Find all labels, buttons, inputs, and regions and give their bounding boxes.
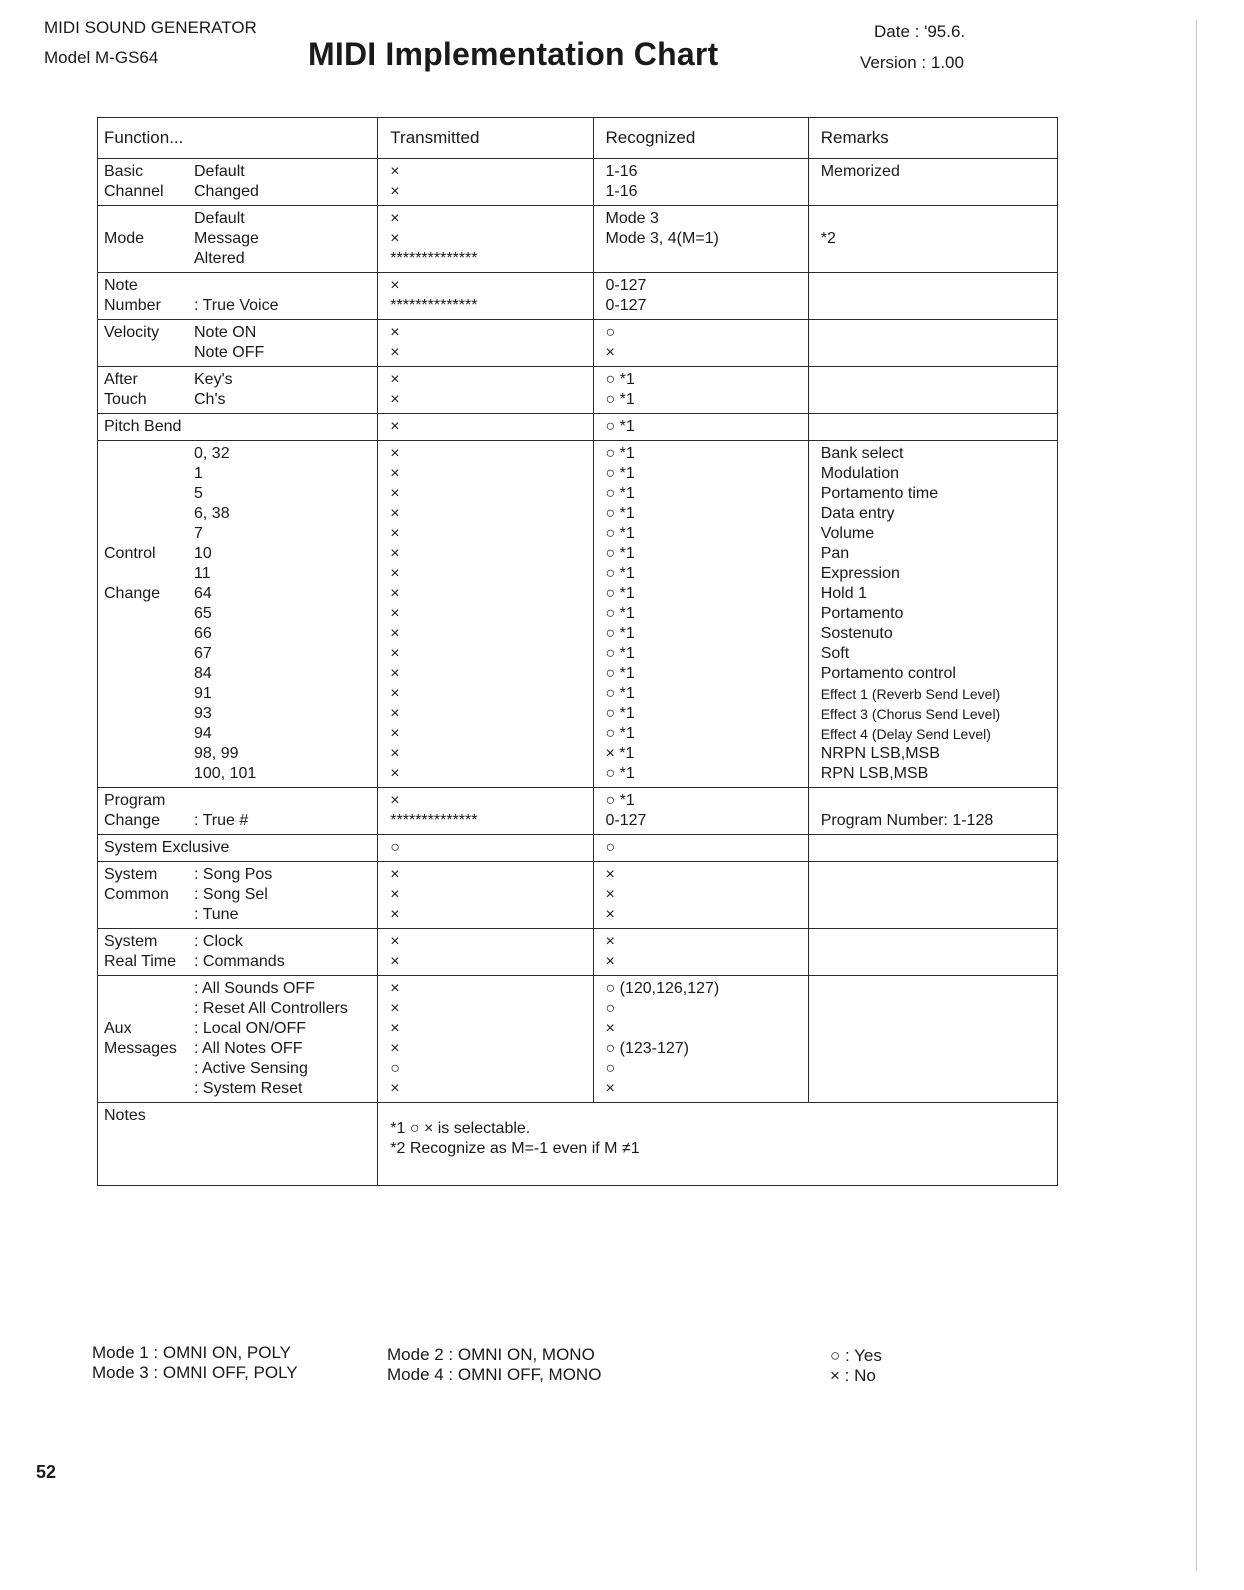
transmitted-value: × — [390, 953, 400, 970]
function-cell — [98, 367, 378, 414]
transmitted-value: ************** — [390, 297, 478, 314]
transmitted-value: × — [390, 210, 400, 227]
recognized-value: ○ — [605, 1060, 616, 1077]
section-row — [98, 929, 1058, 976]
function-item — [194, 417, 371, 437]
transmitted-value: × — [390, 324, 400, 341]
section-row — [98, 273, 1058, 320]
function-item: 84 — [194, 665, 212, 682]
recognized-value: ○ *1 — [605, 565, 635, 582]
function-item: : Clock — [194, 933, 243, 950]
section-row — [98, 862, 1058, 929]
remarks-value: Modulation — [820, 465, 899, 482]
recognized-value: ○ *1 — [605, 545, 635, 562]
function-item: : Song Pos — [194, 866, 273, 883]
recognized-value: × — [605, 953, 615, 970]
function-item — [194, 276, 371, 296]
remarks-value — [821, 370, 1051, 390]
recognized-value: ○ *1 — [605, 465, 635, 482]
remarks-value: Effect 1 (Reverb Send Level) — [820, 686, 1001, 702]
transmitted-cell — [378, 206, 593, 273]
function-item: 93 — [194, 705, 212, 722]
function-cell — [98, 414, 378, 441]
section-row — [98, 976, 1058, 1103]
recognized-value: × — [605, 886, 615, 903]
recognized-value: × — [605, 344, 615, 361]
remarks-value — [821, 276, 1051, 296]
page-title: MIDI Implementation Chart — [308, 36, 719, 72]
notes-label-cell — [98, 1103, 378, 1186]
version-label: Version : 1.00 — [860, 53, 964, 72]
section-label: Control Change — [104, 545, 161, 602]
recognized-cell — [593, 367, 808, 414]
section-label: Aux Messages — [104, 1020, 177, 1057]
function-cell — [98, 862, 378, 929]
recognized-value: ○ (123-127) — [605, 1040, 689, 1057]
transmitted-value: × — [390, 725, 400, 742]
function-item: Note OFF — [194, 344, 265, 361]
function-item: Default — [194, 210, 245, 227]
function-item: Default — [194, 163, 245, 180]
recognized-value: ○ *1 — [605, 371, 635, 388]
recognized-value: ○ *1 — [605, 605, 635, 622]
transmitted-value: × — [390, 163, 400, 180]
function-item: 1 — [194, 465, 203, 482]
function-item: : True Voice — [194, 297, 279, 314]
function-cell — [98, 320, 378, 367]
recognized-value: ○ *1 — [605, 685, 635, 702]
remarks-value: NRPN LSB,MSB — [820, 745, 940, 762]
transmitted-value: × — [390, 1020, 400, 1037]
page-number: 52 — [36, 1462, 57, 1482]
remarks-value: Effect 3 (Chorus Send Level) — [820, 706, 1001, 722]
function-item: : Tune — [194, 906, 239, 923]
device-line: MIDI SOUND GENERATOR — [44, 18, 257, 37]
recognized-cell — [593, 206, 808, 273]
transmitted-value: × — [390, 866, 400, 883]
remarks-cell — [808, 929, 1057, 976]
transmitted-value: ○ — [390, 839, 400, 856]
transmitted-cell — [378, 414, 593, 441]
function-cell — [98, 273, 378, 320]
function-item: : True # — [194, 812, 249, 829]
function-item: : Active Sensing — [194, 1060, 308, 1077]
recognized-value: ○ *1 — [605, 418, 635, 435]
function-item: 5 — [194, 485, 203, 502]
transmitted-value: × — [390, 933, 400, 950]
section-label: Mode — [104, 230, 145, 247]
function-item: Message — [194, 230, 259, 247]
remarks-cell — [808, 159, 1057, 206]
recognized-value: ○ *1 — [605, 625, 635, 642]
function-item: 66 — [194, 625, 212, 642]
remarks-cell — [808, 788, 1057, 835]
column-header-remarks: Remarks — [808, 118, 1057, 159]
recognized-value: ○ *1 — [605, 445, 635, 462]
remarks-value — [821, 209, 1051, 229]
remarks-cell — [808, 414, 1057, 441]
recognized-value: 1-16 — [605, 163, 638, 180]
date-label: Date : '95.6. — [874, 22, 966, 41]
transmitted-value: × — [390, 906, 400, 923]
yes-legend: ○ : Yes — [830, 1346, 882, 1365]
function-cell — [98, 929, 378, 976]
recognized-value: 0-127 — [605, 297, 647, 314]
section-row — [98, 441, 1058, 788]
section-label: Pitch Bend — [104, 418, 182, 435]
transmitted-value: × — [390, 230, 400, 247]
remarks-cell — [808, 441, 1057, 788]
remarks-value: RPN LSB,MSB — [820, 765, 929, 782]
function-item: Key's — [194, 371, 233, 388]
note-line: *2 Recognize as M=-1 even if M ≠1 — [390, 1140, 640, 1157]
recognized-cell — [593, 273, 808, 320]
recognized-cell — [593, 441, 808, 788]
mode-1-legend: Mode 1 : OMNI ON, POLY — [92, 1343, 292, 1362]
function-item: 65 — [194, 605, 212, 622]
model-line: Model M-GS64 — [44, 48, 159, 67]
remarks-value — [821, 417, 1051, 437]
remarks-value: Bank select — [820, 445, 904, 462]
page-margin-rule — [1196, 20, 1197, 1570]
transmitted-value: × — [390, 485, 400, 502]
remarks-value — [821, 865, 1051, 885]
recognized-value: ○ *1 — [605, 765, 635, 782]
remarks-value: *2 — [820, 230, 836, 247]
recognized-cell — [593, 862, 808, 929]
recognized-value: ○ *1 — [605, 485, 635, 502]
transmitted-cell — [378, 441, 593, 788]
remarks-value — [821, 838, 1051, 858]
transmitted-value: × — [390, 792, 400, 809]
recognized-value: × *1 — [605, 745, 635, 762]
function-item: 67 — [194, 645, 212, 662]
section-label: Basic Channel — [104, 163, 164, 200]
remarks-value — [821, 1039, 1051, 1059]
no-legend: × : No — [830, 1366, 876, 1385]
function-item: 98, 99 — [194, 745, 239, 762]
column-header-function: Function... — [98, 118, 378, 159]
function-item: : All Sounds OFF — [194, 980, 315, 997]
transmitted-value: × — [390, 625, 400, 642]
transmitted-cell — [378, 367, 593, 414]
mode-2-legend: Mode 2 : OMNI ON, MONO — [387, 1345, 595, 1364]
remarks-value — [821, 390, 1051, 410]
section-row — [98, 367, 1058, 414]
recognized-value: × — [605, 1020, 615, 1037]
section-label: System Exclusive — [104, 839, 230, 856]
remarks-value — [821, 999, 1051, 1019]
function-item: : Reset All Controllers — [194, 1000, 348, 1017]
recognized-value: 0-127 — [605, 277, 647, 294]
transmitted-cell — [378, 835, 593, 862]
recognized-value — [606, 249, 802, 269]
section-label: System Real Time — [104, 933, 177, 970]
remarks-value — [821, 905, 1051, 925]
transmitted-value: × — [390, 1080, 400, 1097]
remarks-cell — [808, 976, 1057, 1103]
recognized-value: ○ *1 — [605, 725, 635, 742]
section-row — [98, 414, 1058, 441]
remarks-cell — [808, 367, 1057, 414]
remarks-value: Hold 1 — [820, 585, 867, 602]
function-item: 6, 38 — [194, 505, 230, 522]
section-row — [98, 788, 1058, 835]
remarks-value — [821, 296, 1051, 316]
function-item: 91 — [194, 685, 212, 702]
recognized-value: ○ *1 — [605, 505, 635, 522]
remarks-value: Portamento time — [820, 485, 939, 502]
remarks-cell — [808, 862, 1057, 929]
remarks-value: Sostenuto — [820, 625, 893, 642]
remarks-value — [821, 249, 1051, 269]
function-item: Changed — [194, 183, 259, 200]
function-item: 94 — [194, 725, 212, 742]
transmitted-value: × — [390, 645, 400, 662]
remarks-value — [821, 1019, 1051, 1039]
transmitted-value: × — [390, 886, 400, 903]
transmitted-value: × — [390, 183, 400, 200]
recognized-value: × — [605, 906, 615, 923]
notes-row — [98, 1103, 1058, 1186]
transmitted-value: × — [390, 685, 400, 702]
remarks-value: Portamento — [820, 605, 904, 622]
function-item: : Commands — [194, 953, 285, 970]
recognized-value: ○ *1 — [605, 705, 635, 722]
recognized-value: Mode 3, 4(M=1) — [605, 230, 719, 247]
function-item: : Song Sel — [194, 886, 268, 903]
remarks-value — [821, 182, 1051, 202]
recognized-value: ○ (120,126,127) — [605, 980, 720, 997]
section-label: System Common — [104, 866, 169, 903]
function-cell — [98, 976, 378, 1103]
transmitted-value: × — [390, 371, 400, 388]
transmitted-value: × — [390, 445, 400, 462]
column-header-recognized: Recognized — [593, 118, 808, 159]
recognized-value: ○ *1 — [605, 645, 635, 662]
recognized-cell — [593, 976, 808, 1103]
recognized-value: ○ — [605, 839, 616, 856]
mode-4-legend: Mode 4 : OMNI OFF, MONO — [387, 1365, 602, 1384]
recognized-value: ○ — [605, 1000, 616, 1017]
recognized-cell — [593, 320, 808, 367]
transmitted-value: × — [390, 1040, 400, 1057]
remarks-cell — [808, 835, 1057, 862]
recognized-value: ○ *1 — [605, 525, 635, 542]
remarks-value — [821, 979, 1051, 999]
transmitted-value: ************** — [390, 812, 478, 829]
function-cell — [98, 441, 378, 788]
function-item: 100, 101 — [194, 765, 257, 782]
transmitted-cell — [378, 976, 593, 1103]
function-item: Altered — [194, 250, 245, 267]
recognized-value: Mode 3 — [605, 210, 659, 227]
function-item: : System Reset — [194, 1080, 303, 1097]
transmitted-value: × — [390, 585, 400, 602]
section-row — [98, 159, 1058, 206]
recognized-value: × — [605, 933, 615, 950]
function-item: : Local ON/OFF — [194, 1020, 307, 1037]
recognized-value: ○ — [605, 324, 616, 341]
transmitted-value: × — [390, 277, 400, 294]
remarks-value — [821, 1079, 1051, 1099]
column-header-transmitted: Transmitted — [378, 118, 593, 159]
remarks-value — [821, 343, 1051, 363]
header-row — [98, 118, 1058, 159]
recognized-value: 1-16 — [605, 183, 638, 200]
remarks-value — [821, 932, 1051, 952]
function-item — [194, 791, 371, 811]
transmitted-value: × — [390, 1000, 400, 1017]
function-item: Ch's — [194, 391, 226, 408]
section-row — [98, 835, 1058, 862]
notes-label: Notes — [104, 1107, 146, 1124]
section-label: After Touch — [104, 371, 147, 408]
function-item: : All Notes OFF — [194, 1040, 303, 1057]
transmitted-value: × — [390, 525, 400, 542]
transmitted-value: × — [390, 418, 400, 435]
transmitted-value: ○ — [390, 1060, 400, 1077]
note-line: *1 ○ × is selectable. — [390, 1120, 531, 1137]
recognized-value: ○ *1 — [605, 391, 635, 408]
transmitted-cell — [378, 273, 593, 320]
transmitted-value: × — [390, 344, 400, 361]
remarks-value — [821, 323, 1051, 343]
remarks-value: Soft — [820, 645, 850, 662]
remarks-value: Expression — [820, 565, 900, 582]
transmitted-value: × — [390, 705, 400, 722]
remarks-cell — [808, 320, 1057, 367]
section-label: Program Change — [104, 792, 166, 829]
function-item: 0, 32 — [194, 445, 230, 462]
remarks-value: Portamento control — [820, 665, 956, 682]
transmitted-value: × — [390, 765, 400, 782]
mode-3-legend: Mode 3 : OMNI OFF, POLY — [92, 1363, 298, 1382]
section-row — [98, 320, 1058, 367]
transmitted-cell — [378, 929, 593, 976]
transmitted-cell — [378, 788, 593, 835]
function-item: 64 — [194, 585, 212, 602]
section-label: Velocity — [104, 324, 160, 341]
function-cell — [98, 159, 378, 206]
transmitted-value: × — [390, 505, 400, 522]
transmitted-value: ************** — [390, 250, 478, 267]
function-cell — [98, 835, 378, 862]
transmitted-value: × — [390, 391, 400, 408]
recognized-cell — [593, 159, 808, 206]
function-cell — [98, 206, 378, 273]
recognized-cell — [593, 929, 808, 976]
transmitted-cell — [378, 159, 593, 206]
transmitted-value: × — [390, 745, 400, 762]
section-row — [98, 206, 1058, 273]
remarks-cell — [808, 206, 1057, 273]
transmitted-cell — [378, 320, 593, 367]
recognized-value: × — [605, 1080, 615, 1097]
transmitted-value: × — [390, 605, 400, 622]
chart-body — [98, 118, 1058, 1186]
remarks-cell — [808, 273, 1057, 320]
transmitted-cell — [378, 862, 593, 929]
remarks-value: Data entry — [820, 505, 895, 522]
function-item: 10 — [194, 545, 212, 562]
transmitted-value: × — [390, 665, 400, 682]
remarks-value: Memorized — [820, 163, 900, 180]
function-item: 11 — [194, 565, 211, 582]
transmitted-value: × — [390, 465, 400, 482]
recognized-cell — [593, 835, 808, 862]
recognized-value: 0-127 — [605, 812, 647, 829]
recognized-cell — [593, 414, 808, 441]
function-item: Note ON — [194, 324, 257, 341]
transmitted-value: × — [390, 545, 400, 562]
implementation-table — [97, 117, 1058, 1186]
remarks-value — [821, 791, 1051, 811]
remarks-value — [821, 1059, 1051, 1079]
function-cell — [98, 788, 378, 835]
transmitted-value: × — [390, 565, 400, 582]
transmitted-value: × — [390, 980, 400, 997]
recognized-value: ○ *1 — [605, 665, 635, 682]
remarks-value: Pan — [820, 545, 850, 562]
remarks-value — [821, 952, 1051, 972]
notes-text-cell — [378, 1103, 1058, 1186]
remarks-value: Program Number: 1-128 — [820, 812, 994, 829]
remarks-value — [821, 885, 1051, 905]
remarks-value: Volume — [820, 525, 875, 542]
recognized-cell — [593, 788, 808, 835]
section-label: Note Number — [104, 277, 161, 314]
recognized-value: ○ *1 — [605, 792, 635, 809]
function-item: 7 — [194, 525, 203, 542]
recognized-value: × — [605, 866, 615, 883]
recognized-value: ○ *1 — [605, 585, 635, 602]
remarks-value: Effect 4 (Delay Send Level) — [820, 726, 991, 742]
